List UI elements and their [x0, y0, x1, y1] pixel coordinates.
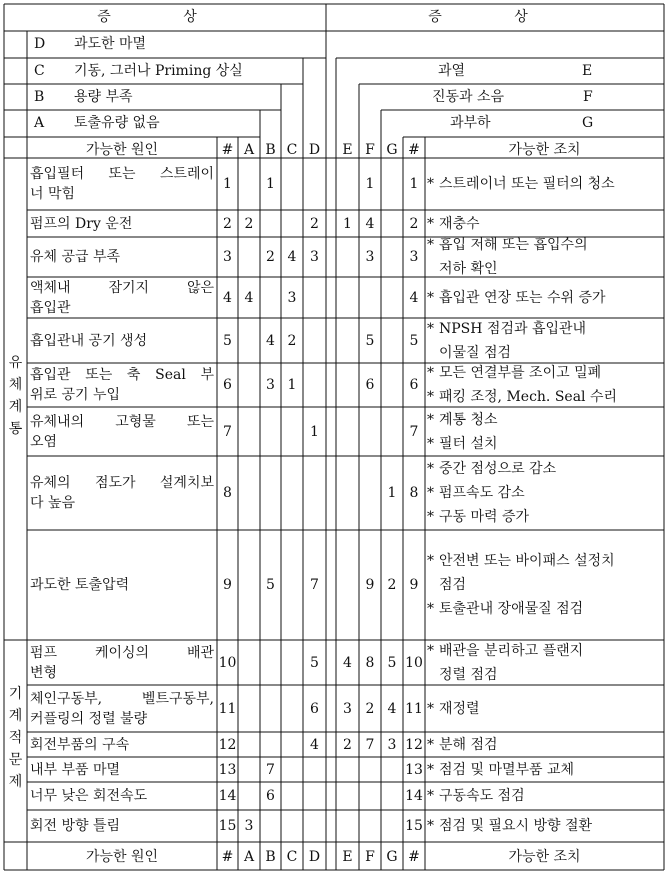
action-bullet: * [427, 320, 434, 337]
cell-n: 3 [223, 249, 232, 265]
cell-g: 4 [387, 700, 397, 717]
action-bullet: * [427, 509, 434, 525]
col-b-header: B [265, 142, 276, 158]
cell-b: 3 [266, 377, 275, 393]
action-text: 재충수 [439, 215, 480, 232]
symptom-c-letter: C [34, 63, 45, 79]
action-bullet: * [427, 289, 434, 306]
cell-f: 6 [365, 377, 375, 393]
cause-text: 변형 [30, 664, 58, 681]
action-bullet: * [427, 485, 434, 501]
col-f-header: F [365, 142, 375, 158]
symptom-a-letter: A [34, 115, 45, 131]
cell-f: 4 [365, 215, 375, 232]
cause-text: 내부 부품 마멸 [30, 761, 121, 778]
cause-text: 액체내 잠기지 않은 [30, 279, 214, 296]
action-text: 저하 확인 [439, 261, 498, 277]
cell-n: 8 [223, 485, 232, 501]
cell-d: 5 [310, 654, 319, 671]
cell-c: 3 [287, 289, 297, 306]
cell-n: 4 [223, 289, 232, 306]
col-c-footer: C [286, 849, 298, 865]
cell-e: 1 [343, 215, 352, 232]
action-bullet: * [427, 818, 434, 834]
col-b-footer: B [265, 849, 276, 865]
col-action-header: 가능한 조치 [508, 142, 581, 158]
group-label-char: 통 [8, 421, 23, 437]
symptom-header-right: 증 상 [428, 9, 562, 25]
col-f-footer: F [365, 849, 375, 865]
action-text: 재정렬 [439, 700, 480, 717]
symptom-header-left: 증 상 [97, 9, 231, 25]
cell-n: 5 [223, 332, 232, 349]
action-text: 분해 점검 [439, 736, 498, 753]
cell-a: 4 [244, 289, 254, 306]
cell-n2: 9 [409, 577, 419, 593]
cell-b: 4 [266, 332, 275, 349]
action-text: 계통 청소 [439, 411, 498, 428]
col-d-header: D [308, 142, 321, 158]
cell-n: 13 [218, 761, 237, 778]
col-hash1-header: # [221, 142, 234, 158]
action-bullet: * [427, 700, 434, 717]
col-a-header: A [243, 142, 255, 158]
action-text: 패킹 조정, Mech. Seal 수리 [439, 389, 618, 405]
cell-n2: 10 [405, 654, 423, 671]
cell-n: 2 [223, 215, 232, 232]
action-bullet: * [427, 736, 434, 753]
action-bullet: * [427, 435, 434, 452]
cell-f: 7 [365, 736, 375, 753]
action-bullet: * [427, 788, 434, 804]
cause-text: 펌프의 Dry 운전 [30, 215, 133, 232]
cell-c: 1 [287, 377, 297, 393]
cell-n: 10 [218, 654, 237, 671]
symptom-g-letter: G [582, 115, 594, 131]
cell-n: 7 [223, 423, 232, 440]
symptom-d-letter: D [34, 36, 46, 52]
col-a-footer: A [243, 849, 255, 865]
group-label-char: 문 [8, 752, 23, 768]
col-e-footer: E [342, 849, 353, 865]
group-label-char: 체 [8, 377, 23, 393]
action-text: 흡입관 연장 또는 수위 증가 [439, 289, 606, 306]
cell-g: 3 [387, 736, 397, 753]
symptom-f-label: 진동과 소음 [432, 89, 505, 105]
action-text: 점검 [439, 577, 467, 593]
cell-n2: 11 [405, 700, 423, 717]
symptom-e-letter: E [582, 63, 593, 79]
action-bullet: * [427, 237, 434, 253]
action-text: 펌프속도 감소 [439, 485, 525, 501]
cell-c: 2 [287, 332, 297, 349]
cell-n: 6 [223, 377, 232, 393]
action-text: 배관을 분리하고 플랜지 [439, 642, 584, 659]
cell-n2: 15 [405, 818, 423, 834]
cell-c: 4 [287, 249, 297, 265]
symptom-c-label: 기동, 그러나 Priming 상실 [74, 63, 243, 79]
col-d-footer: D [308, 849, 321, 865]
cell-n2: 5 [409, 332, 419, 349]
cell-g: 5 [387, 654, 397, 671]
symptom-b-letter: B [34, 89, 45, 105]
symptom-g-label: 과부하 [450, 115, 491, 131]
action-bullet: * [427, 176, 434, 192]
action-text: 필터 설치 [439, 435, 498, 452]
col-action-footer: 가능한 조치 [508, 849, 581, 865]
cell-f: 1 [365, 176, 375, 192]
action-bullet: * [427, 461, 434, 477]
cell-b: 6 [266, 788, 275, 804]
col-hash1-footer: # [221, 849, 234, 865]
cell-n: 14 [218, 788, 237, 804]
action-bullet: * [427, 215, 434, 232]
cell-g: 1 [387, 485, 397, 501]
cell-b: 5 [266, 577, 275, 593]
cause-text: 너무 낮은 회전속도 [30, 788, 148, 804]
cell-b: 7 [266, 761, 275, 778]
cell-f: 8 [365, 654, 375, 671]
action-bullet: * [427, 601, 434, 617]
cell-g: 2 [387, 577, 397, 593]
cell-d: 3 [310, 249, 319, 265]
cause-text: 회전 방향 틀림 [30, 818, 121, 834]
action-text: 중간 점성으로 감소 [439, 461, 557, 477]
cell-n: 9 [223, 577, 232, 593]
cell-b: 1 [266, 176, 275, 192]
cell-b: 2 [266, 249, 275, 265]
action-text: 이물질 점검 [439, 344, 512, 361]
group-label-char: 유 [8, 355, 23, 371]
cell-n2: 2 [409, 215, 419, 232]
action-text: NPSH 점검과 흡입관내 [439, 320, 587, 337]
cause-text: 유체 공급 부족 [30, 249, 121, 265]
cause-text: 다 높음 [30, 495, 76, 511]
cell-e: 4 [343, 654, 352, 671]
cell-n2: 7 [409, 423, 419, 440]
cell-n: 12 [218, 736, 237, 753]
action-text: 정렬 점검 [439, 666, 498, 683]
cause-text: 흡입관 또는 축 Seal 부 [30, 367, 214, 383]
symptom-d-label: 과도한 마멸 [74, 36, 147, 52]
col-cause-footer: 가능한 원인 [85, 849, 159, 865]
cause-text: 유체의 점도가 설계치보 [30, 475, 214, 491]
cell-d: 4 [310, 736, 319, 753]
cell-f: 5 [365, 332, 375, 349]
group-label-char: 제 [8, 774, 23, 790]
action-text: 구동속도 점검 [439, 788, 525, 804]
group-label-char: 기 [8, 686, 23, 702]
col-c-header: C [286, 142, 298, 158]
cell-n: 1 [223, 176, 232, 192]
action-bullet: * [427, 389, 434, 405]
symptom-a-label: 토출유량 없음 [74, 115, 160, 131]
symptom-e-label: 과열 [438, 63, 466, 79]
action-text: 토출관내 장애물질 점검 [439, 601, 584, 617]
cause-text: 너 막힘 [30, 186, 76, 202]
cell-n: 11 [218, 700, 237, 717]
group-label-char: 계 [8, 708, 23, 724]
action-bullet: * [427, 553, 434, 569]
cell-n: 15 [218, 818, 237, 834]
action-bullet: * [427, 761, 434, 778]
col-cause-header: 가능한 원인 [85, 142, 159, 158]
cell-d: 2 [310, 215, 319, 232]
action-text: 모든 연결부를 조이고 밀폐 [439, 365, 602, 381]
cause-text: 커플링의 정렬 불량 [30, 710, 148, 727]
cell-n2: 14 [405, 788, 423, 804]
cell-a: 2 [244, 215, 254, 232]
action-bullet: * [427, 365, 434, 381]
action-bullet: * [427, 642, 434, 659]
group-label-char: 계 [8, 399, 23, 415]
cause-text: 오염 [30, 433, 58, 450]
col-hash2-footer: # [408, 849, 420, 865]
action-text: 점검 및 필요시 방향 절환 [439, 818, 593, 834]
col-hash2-header: # [408, 142, 420, 158]
action-text: 안전변 또는 바이패스 설정치 [439, 553, 615, 569]
cause-text: 체인구동부, 벨트구동부, [30, 690, 214, 707]
action-bullet: * [427, 411, 434, 428]
cause-text: 과도한 토출압력 [30, 577, 130, 593]
action-text: 스트레이너 또는 필터의 청소 [439, 176, 615, 192]
symptom-f-letter: F [583, 89, 593, 105]
cause-text: 흡입필터 또는 스트레이 [30, 166, 214, 182]
col-g-footer: G [386, 849, 398, 865]
cell-d: 1 [310, 423, 319, 440]
action-text: 점검 및 마멸부품 교체 [439, 761, 575, 778]
cell-n2: 12 [405, 736, 423, 753]
cause-text: 흡입관내 공기 생성 [30, 332, 148, 349]
cause-text: 흡입관 [30, 299, 71, 316]
cause-text: 회전부품의 구속 [30, 736, 130, 753]
cell-n2: 13 [405, 761, 423, 778]
symptom-b-label: 용량 부족 [74, 89, 133, 105]
cell-f: 9 [365, 577, 375, 593]
cause-text: 펌프 케이싱의 배관 [30, 644, 214, 661]
cause-text: 유체내의 고형물 또는 [30, 413, 214, 430]
cause-text: 위로 공기 누입 [30, 387, 121, 403]
cell-n2: 4 [409, 289, 419, 306]
cell-d: 7 [310, 577, 319, 593]
action-text: 흡입 저해 또는 흡입수의 [439, 237, 588, 253]
cell-n2: 3 [409, 249, 419, 265]
col-g-header: G [386, 142, 398, 158]
action-text: 구동 마력 증가 [439, 509, 530, 525]
group-label-char: 적 [8, 730, 23, 746]
cell-a: 3 [244, 818, 254, 834]
cell-f: 3 [365, 249, 375, 265]
cell-n2: 8 [409, 485, 419, 501]
col-e-header: E [342, 142, 353, 158]
cell-n2: 6 [409, 377, 419, 393]
cell-n2: 1 [409, 176, 419, 192]
cell-e: 3 [343, 700, 352, 717]
cell-e: 2 [343, 736, 352, 753]
cell-d: 6 [310, 700, 319, 717]
cell-f: 2 [365, 700, 375, 717]
